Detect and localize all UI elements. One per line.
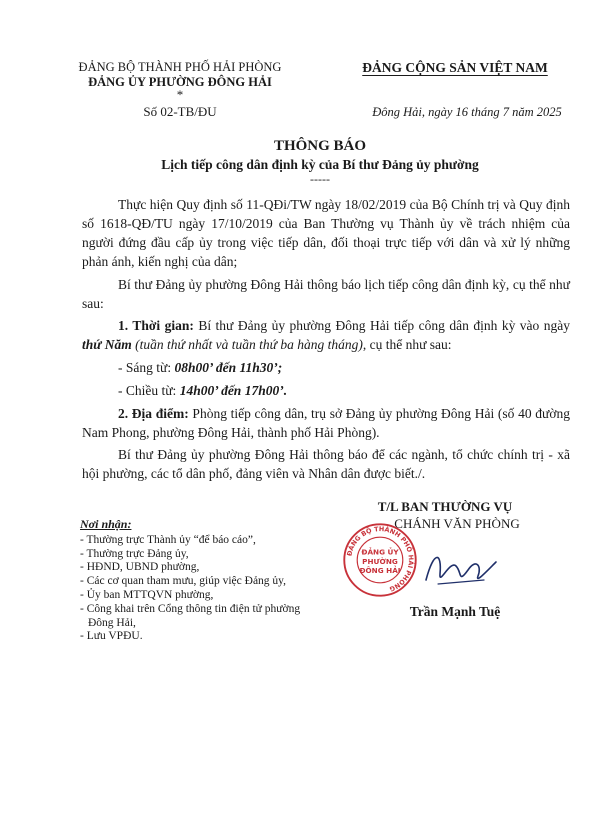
recipient-item: - Ủy ban MTTQVN phường, [80,588,214,601]
time-label: 1. Thời gian: [118,318,194,333]
recipients-list [80,518,350,644]
paragraph-closing: Bí thư Đảng ủy phường Đông Hải thông báo để các ngành, tổ chức chính trị - xã hội phường, các tổ dân phố, đảng viên và Nhân dân được biết./. [82,447,570,481]
afternoon-time: 14h00’ đến 17h00’. [179,383,288,398]
seal-center-line-3: ĐÔNG HẢI [359,565,401,575]
recipient-item: - Lưu VPĐU. [80,630,143,643]
recipient-item: Đông Hải, [88,616,136,629]
official-seal-icon [342,522,418,598]
time-day: thứ Năm [82,337,132,352]
time-detail: (tuần thứ nhất và tuần thứ ba hàng tháng) [131,337,363,352]
seal-center-line-1: ĐẢNG ỦY [361,547,399,557]
paragraph-time [82,316,570,354]
morning-label: - Sáng từ: [118,360,175,375]
signature-title-2: CHÁNH VĂN PHÒNG [394,516,520,531]
morning-time: 08h00’ đến 11h30’; [174,360,283,375]
place-text: Phòng tiếp công dân, trụ sở Đảng ủy phường Đông Hải (số 40 đường Nam Phong, phường Đông Hải, thành phố Hải Phòng). [82,406,570,440]
recipient-item: - Thường trực Thành ủy “để báo cáo”, [80,533,256,546]
handwritten-signature-icon [420,540,500,600]
place-date: Đông Hải, ngày 16 tháng 7 năm 2025 [372,105,562,119]
recipient-item: - Thường trực Đảng ủy, [80,547,189,560]
time-text-end: , cụ thể như sau: [362,337,452,352]
org-line-1: ĐẢNG BỘ THÀNH PHỐ HẢI PHÒNG [78,60,282,74]
party-name: ĐẢNG CỘNG SẢN VIỆT NAM [362,60,548,75]
time-text: Bí thư Đảng ủy phường Đông Hải tiếp công dân định kỳ vào ngày [193,318,571,333]
header-org [60,60,300,119]
recipient-item: - HĐND, UBND phường, [80,561,200,574]
paragraph-place [82,404,570,442]
recipient-item: - Các cơ quan tham mưu, giúp việc Đảng ủy, [80,575,287,588]
header-star: * [176,87,184,102]
paragraph-basis: Thực hiện Quy định số 11-QĐi/TW ngày 18/02/2019 của Bộ Chính trị và Quy định số 1618-QĐ/TU ngày 17/10/2019 của Ban Thường vụ Thành ủy về trách nhiệm của người đứng đầu cấp ủy trong việc tiếp dân, đối thoại trực tiếp với dân và xử lý những phản ánh, kiến nghị của dân; [82,197,570,269]
recipient-item: - Công khai trên Cổng thông tin điện tử phường [80,602,301,615]
paragraph-afternoon [82,381,570,400]
title-divider: ----- [310,172,330,186]
signature-title-1: T/L BAN THƯỜNG VỤ [377,499,513,514]
seal-center-line-2: PHƯỜNG [362,556,398,566]
document-title: THÔNG BÁO [273,138,367,154]
document-subtitle: Lịch tiếp công dân định kỳ của Bí thư Đảng ủy phường [161,157,479,172]
doc-number: Số 02-TB/ĐU [143,104,217,119]
paragraph-morning [82,358,570,377]
recipients-title: Nơi nhận: [80,517,132,531]
org-line-2: ĐẢNG ỦY PHƯỜNG ĐÔNG HẢI [88,75,272,89]
afternoon-label: - Chiều từ: [118,383,180,398]
paragraph-intro: Bí thư Đảng ủy phường Đông Hải thông báo lịch tiếp công dân định kỳ, cụ thể như sau: [82,277,570,311]
signer-name: Trần Mạnh Tuệ [409,604,501,619]
place-label: 2. Địa điểm: [118,406,189,421]
seal-ring-text: ĐẢNG BỘ THÀNH PHỐ HẢI PHÒNG [345,525,415,594]
